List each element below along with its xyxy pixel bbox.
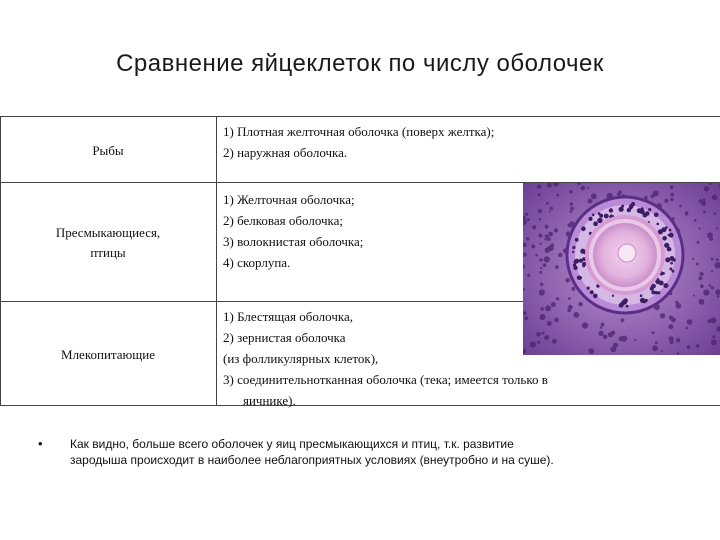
cell-nucleus bbox=[701, 201, 706, 206]
cell-nucleus bbox=[548, 232, 553, 237]
cell-nucleus bbox=[538, 193, 541, 196]
cell-nucleus bbox=[714, 212, 717, 215]
cell-nucleus bbox=[655, 341, 658, 344]
shell-item: 3) соединительнотканная оболочка (тека; имеется только в bbox=[223, 372, 548, 387]
granulosa-nucleus bbox=[656, 279, 661, 284]
cell-nucleus bbox=[578, 302, 582, 306]
cell-nucleus bbox=[538, 209, 542, 213]
cell-nucleus bbox=[707, 232, 713, 238]
cell-nucleus bbox=[572, 288, 575, 291]
cell-nucleus bbox=[570, 207, 574, 211]
cell-nucleus bbox=[541, 332, 544, 335]
oocyte-micrograph-image bbox=[523, 183, 720, 355]
cell-nucleus bbox=[558, 253, 562, 257]
granulosa-nucleus bbox=[669, 229, 672, 232]
granulosa-nucleus bbox=[590, 290, 594, 294]
cell-nucleus bbox=[716, 258, 719, 261]
cell-nucleus bbox=[552, 339, 557, 344]
cell-nucleus bbox=[711, 270, 713, 272]
shell-item: 2) белковая оболочка; bbox=[223, 213, 344, 228]
cell-nucleus bbox=[539, 218, 542, 221]
granulosa-nucleus bbox=[597, 218, 602, 223]
granulosa-nucleus bbox=[672, 270, 675, 273]
cell-nucleus bbox=[531, 245, 535, 249]
shell-item: 1) Блестящая оболочка, bbox=[223, 309, 353, 324]
granulosa-nucleus bbox=[640, 294, 643, 297]
cell-nucleus bbox=[621, 336, 627, 342]
granulosa-nucleus bbox=[587, 287, 590, 290]
shell-item: 2) зернистая оболочка bbox=[223, 330, 346, 345]
cell-nucleus bbox=[696, 344, 700, 348]
granulosa-nucleus bbox=[573, 264, 576, 267]
granulosa-nucleus bbox=[668, 234, 670, 236]
cell-nucleus bbox=[555, 265, 559, 269]
cell-nucleus bbox=[565, 278, 570, 283]
cell-nucleus bbox=[617, 193, 620, 196]
cell-nucleus bbox=[621, 318, 625, 322]
cell-nucleus bbox=[536, 332, 541, 337]
cell-nucleus bbox=[570, 210, 573, 213]
cell-nucleus bbox=[692, 258, 694, 260]
shell-item: 4) скорлупа. bbox=[223, 255, 291, 270]
granulosa-nucleus bbox=[672, 258, 676, 262]
note-line: Как видно, больше всего оболочек у яиц пресмыкающихся и птиц, т.к. развитие bbox=[70, 437, 514, 451]
cell-nucleus bbox=[601, 323, 605, 327]
cell-nucleus bbox=[652, 331, 655, 334]
granulosa-nucleus bbox=[588, 217, 592, 221]
cell-nucleus bbox=[530, 341, 536, 347]
cell-nucleus bbox=[670, 198, 673, 201]
granulosa-nucleus bbox=[654, 213, 659, 218]
cell-nucleus bbox=[703, 210, 706, 213]
group-cell-mammals bbox=[0, 345, 216, 365]
cell-nucleus bbox=[661, 350, 663, 352]
granulosa-nucleus bbox=[572, 251, 574, 253]
cell-nucleus bbox=[556, 194, 559, 197]
granulosa-nucleus bbox=[657, 291, 660, 294]
granulosa-nucleus bbox=[626, 305, 629, 308]
cell-nucleus bbox=[545, 225, 549, 229]
shell-item: яичнике). bbox=[243, 393, 296, 408]
granulosa-nucleus bbox=[593, 294, 598, 299]
granulosa-nucleus bbox=[667, 259, 670, 262]
cell-nucleus bbox=[539, 289, 545, 295]
shell-item: 2) наружная оболочка. bbox=[223, 145, 348, 160]
group-label: Млекопитающие bbox=[61, 347, 155, 362]
shell-item: 1) Желточная оболочка; bbox=[223, 192, 355, 207]
cell-nucleus bbox=[696, 263, 699, 266]
cell-nucleus bbox=[687, 345, 691, 349]
cell-nucleus bbox=[539, 258, 543, 262]
cell-nucleus bbox=[660, 313, 665, 318]
cell-nucleus bbox=[698, 276, 702, 280]
cell-nucleus bbox=[539, 243, 541, 245]
cell-nucleus bbox=[545, 235, 549, 239]
shell-item: (из фолликулярных клеток), bbox=[223, 351, 379, 366]
cell-nucleus bbox=[525, 213, 528, 216]
cell-nucleus bbox=[540, 267, 542, 269]
cell-nucleus bbox=[551, 302, 556, 307]
granulosa-nucleus bbox=[640, 298, 645, 303]
cell-nucleus bbox=[587, 187, 589, 189]
cell-nucleus bbox=[568, 297, 571, 300]
cell-nucleus bbox=[540, 314, 546, 320]
group-label: Пресмыкающиеся, bbox=[55, 225, 161, 240]
shells-cell-fish bbox=[223, 121, 494, 163]
granulosa-nucleus bbox=[574, 259, 579, 264]
granulosa-nucleus bbox=[572, 246, 575, 249]
cell-nucleus bbox=[670, 186, 674, 190]
cell-nucleus bbox=[712, 335, 715, 338]
cell-nucleus bbox=[547, 321, 552, 326]
shell-item: 1) Плотная желточная оболочка (поверх желтка); bbox=[223, 124, 495, 139]
cell-nucleus bbox=[544, 256, 550, 262]
cell-nucleus bbox=[551, 243, 554, 246]
granulosa-nucleus bbox=[662, 236, 667, 241]
cell-nucleus bbox=[535, 254, 538, 257]
cell-nucleus bbox=[567, 224, 571, 228]
cell-nucleus bbox=[591, 193, 597, 199]
cell-nucleus bbox=[556, 297, 559, 300]
shells-cell-mammals bbox=[223, 306, 548, 411]
cell-nucleus bbox=[634, 339, 636, 341]
cell-nucleus bbox=[668, 324, 673, 329]
cell-nucleus bbox=[669, 336, 674, 341]
granulosa-nucleus bbox=[627, 208, 631, 212]
cell-nucleus bbox=[693, 295, 695, 297]
conclusion-note bbox=[70, 436, 710, 468]
granulosa-nucleus bbox=[581, 227, 586, 232]
cell-nucleus bbox=[653, 190, 659, 196]
cell-nucleus bbox=[550, 207, 553, 210]
granulosa-nucleus bbox=[593, 221, 598, 226]
granulosa-nucleus bbox=[669, 248, 671, 250]
cell-nucleus bbox=[664, 199, 668, 203]
cell-nucleus bbox=[712, 195, 718, 201]
shells-cell-reptiles-birds bbox=[223, 189, 363, 273]
granulosa-nucleus bbox=[663, 283, 668, 288]
cell-nucleus bbox=[677, 352, 680, 355]
cell-nucleus bbox=[711, 258, 714, 261]
granulosa-nucleus bbox=[656, 223, 659, 226]
cell-nucleus bbox=[589, 348, 595, 354]
cell-nucleus bbox=[716, 227, 718, 229]
shell-item: 3) волокнистая оболочка; bbox=[223, 234, 364, 249]
cell-nucleus bbox=[711, 286, 714, 289]
cell-nucleus bbox=[568, 305, 573, 310]
granulosa-nucleus bbox=[670, 262, 673, 265]
cell-nucleus bbox=[700, 284, 704, 288]
cell-nucleus bbox=[543, 263, 547, 267]
cell-nucleus bbox=[540, 283, 543, 286]
granulosa-nucleus bbox=[637, 208, 642, 213]
cell-nucleus bbox=[549, 210, 551, 212]
cell-nucleus bbox=[582, 322, 588, 328]
cell-nucleus bbox=[652, 345, 658, 351]
group-cell-fish bbox=[0, 141, 216, 161]
note-line: зародыша происходит в наиболее неблагоприятных условиях (внеутробно и на суше). bbox=[70, 453, 554, 467]
cell-nucleus bbox=[570, 202, 573, 205]
cell-nucleus bbox=[527, 274, 530, 277]
cell-nucleus bbox=[554, 228, 558, 232]
cell-nucleus bbox=[709, 284, 712, 287]
granulosa-nucleus bbox=[669, 268, 672, 271]
cell-nucleus bbox=[704, 186, 710, 192]
granulosa-nucleus bbox=[619, 303, 624, 308]
table-border-top bbox=[0, 116, 720, 117]
granulosa-nucleus bbox=[582, 262, 586, 266]
cell-nucleus bbox=[541, 307, 544, 310]
cell-nucleus bbox=[608, 332, 613, 337]
cell-nucleus bbox=[600, 326, 602, 328]
cell-nucleus bbox=[701, 273, 704, 276]
cell-nucleus bbox=[599, 331, 604, 336]
granulosa-nucleus bbox=[575, 238, 579, 242]
cell-nucleus bbox=[573, 312, 579, 318]
slide-title: Сравнение яйцеклеток по числу оболочек bbox=[116, 50, 604, 77]
cell-nucleus bbox=[697, 241, 700, 244]
cell-nucleus bbox=[527, 218, 530, 221]
cell-nucleus bbox=[546, 202, 549, 205]
cell-nucleus bbox=[710, 317, 716, 323]
granulosa-nucleus bbox=[599, 214, 603, 218]
cell-nucleus bbox=[537, 184, 541, 188]
cell-nucleus bbox=[588, 199, 593, 204]
cell-nucleus bbox=[613, 331, 615, 333]
cell-nucleus bbox=[613, 343, 618, 348]
granulosa-nucleus bbox=[612, 295, 614, 297]
cell-nucleus bbox=[711, 340, 717, 346]
group-label: Рыбы bbox=[92, 143, 124, 158]
cell-nucleus bbox=[679, 205, 682, 208]
oocyte-micrograph bbox=[523, 183, 720, 355]
cell-nucleus bbox=[699, 227, 701, 229]
cell-nucleus bbox=[544, 335, 549, 340]
group-label: птицы bbox=[90, 245, 126, 260]
cell-nucleus bbox=[544, 238, 546, 240]
cell-nucleus bbox=[671, 317, 676, 322]
cell-nucleus bbox=[537, 341, 540, 344]
cell-nucleus bbox=[685, 327, 688, 330]
note-bullet: • bbox=[38, 436, 43, 451]
cell-nucleus bbox=[703, 290, 709, 296]
column-divider bbox=[216, 116, 217, 406]
cell-nucleus bbox=[687, 319, 693, 325]
cell-nucleus bbox=[538, 234, 542, 238]
granulosa-nucleus bbox=[621, 205, 624, 208]
granulosa-nucleus bbox=[631, 202, 635, 206]
cell-nucleus bbox=[676, 338, 680, 342]
cell-nucleus bbox=[699, 299, 705, 305]
cell-nucleus bbox=[676, 303, 682, 309]
cell-nucleus bbox=[539, 271, 542, 274]
granulosa-nucleus bbox=[665, 226, 668, 229]
cell-nucleus bbox=[554, 318, 559, 323]
granulosa-nucleus bbox=[592, 214, 595, 217]
granulosa-nucleus bbox=[609, 208, 613, 212]
cell-nucleus bbox=[670, 193, 674, 197]
cell-nucleus bbox=[603, 335, 608, 340]
cell-nucleus bbox=[717, 295, 720, 298]
cell-nucleus bbox=[532, 225, 536, 229]
granulosa-nucleus bbox=[604, 214, 609, 219]
granulosa-nucleus bbox=[651, 290, 655, 294]
cell-nucleus bbox=[581, 186, 586, 191]
cell-nucleus bbox=[685, 212, 689, 216]
cell-nucleus bbox=[569, 190, 573, 194]
cell-nucleus bbox=[545, 305, 551, 311]
cell-nucleus bbox=[694, 219, 697, 222]
granulosa-nucleus bbox=[624, 298, 628, 302]
group-cell-reptiles-birds bbox=[0, 223, 216, 263]
cell-nucleus bbox=[526, 237, 530, 241]
granulosa-nucleus bbox=[577, 276, 581, 280]
granulosa-nucleus bbox=[645, 211, 650, 216]
granulosa-nucleus bbox=[580, 249, 585, 254]
cell-nucleus bbox=[525, 318, 527, 320]
granulosa-nucleus bbox=[648, 208, 651, 211]
